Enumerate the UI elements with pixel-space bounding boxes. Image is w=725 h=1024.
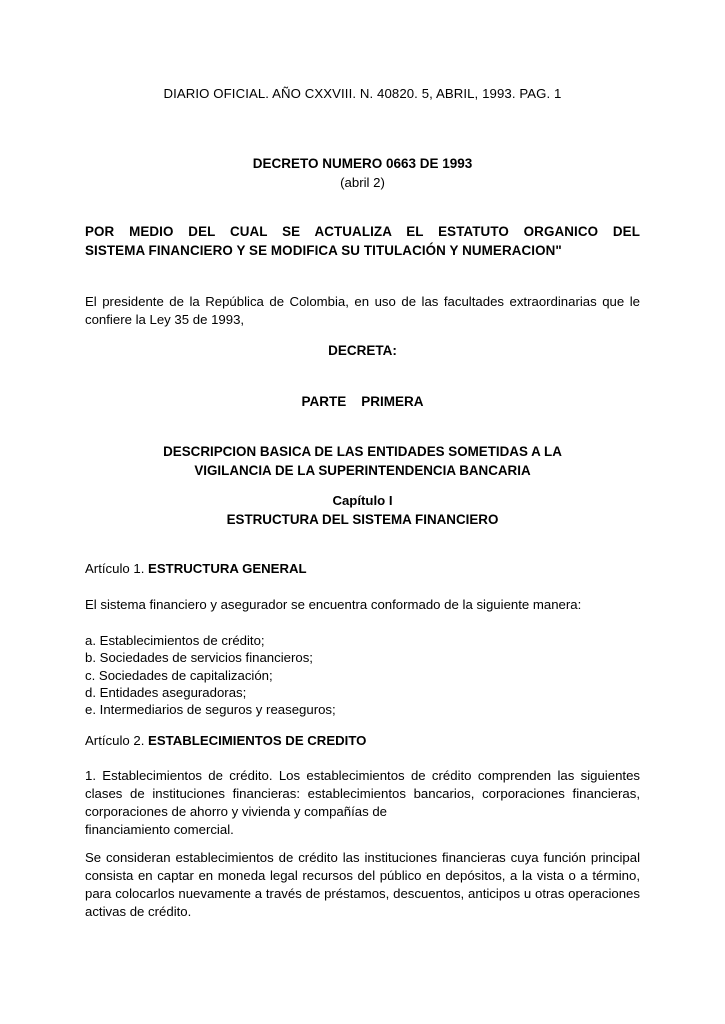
article-1-title: ESTRUCTURA GENERAL bbox=[148, 561, 307, 576]
article-1-heading bbox=[85, 560, 640, 578]
article-2-heading bbox=[85, 732, 640, 750]
decree-date: (abril 2) bbox=[340, 175, 385, 190]
chapter-label: Capítulo I bbox=[332, 493, 393, 508]
act-title-line-2: SISTEMA FINANCIERO Y SE MODIFICA SU TITULACIÓN Y NUMERACION" bbox=[85, 243, 562, 258]
preamble-paragraph: El presidente de la República de Colombia, en uso de las facultades extraordinarias que le confiere la Ley 35 de 1993, bbox=[85, 294, 640, 327]
decree-number-heading: DECRETO NUMERO 0663 DE 1993 bbox=[252, 156, 473, 171]
decreta-heading: DECRETA: bbox=[328, 343, 397, 358]
chapter-title: ESTRUCTURA DEL SISTEMA FINANCIERO bbox=[226, 512, 499, 527]
list-item: b. Sociedades de servicios financieros; bbox=[85, 650, 313, 666]
running-head: DIARIO OFICIAL. AÑO CXXVIII. N. 40820. 5, ABRIL, 1993. PAG. 1 bbox=[163, 86, 562, 101]
part-label: PARTE PRIMERA bbox=[301, 394, 424, 409]
list-item: d. Entidades aseguradoras; bbox=[85, 684, 247, 700]
part-heading-line-1: DESCRIPCION BASICA DE LAS ENTIDADES SOMETIDAS A LA bbox=[163, 444, 562, 459]
article-1-label: Artículo 1. bbox=[85, 561, 145, 576]
list-item: e. Intermediarios de seguros y reaseguros; bbox=[85, 702, 336, 718]
article-1-item-list bbox=[85, 632, 640, 718]
list-item: c. Sociedades de capitalización; bbox=[85, 667, 273, 683]
article-1-intro: El sistema financiero y asegurador se encuentra conformado de la siguiente manera: bbox=[85, 597, 582, 612]
part-heading-line-2: VIGILANCIA DE LA SUPERINTENDENCIA BANCARIA bbox=[194, 463, 531, 478]
article-2-paragraph-2: Se consideran establecimientos de crédito las instituciones financieras cuya función principal consista en captar en moneda legal recursos del público en depósitos, a la vista o a término, para colocarlos nuevamente a través de préstamos, descuentos, anticipos u otras operaciones activas de crédito. bbox=[85, 850, 640, 919]
article-2-paragraph-1-tail: financiamiento comercial. bbox=[85, 822, 234, 837]
act-title bbox=[85, 222, 640, 260]
article-2-paragraph-1 bbox=[85, 767, 640, 839]
article-2-paragraph-1-body: 1. Establecimientos de crédito. Los establecimientos de crédito comprenden las siguientes clases de instituciones financieras: establecimientos bancarios, corporaciones financieras, corporaciones de ahorro y vivienda y compañías de bbox=[85, 768, 640, 819]
article-2-label: Artículo 2. bbox=[85, 733, 145, 748]
article-2-title: ESTABLECIMIENTOS DE CREDITO bbox=[148, 733, 367, 748]
list-item: a. Establecimientos de crédito; bbox=[85, 633, 265, 648]
part-heading bbox=[85, 442, 640, 480]
act-title-line-1: POR MEDIO DEL CUAL SE ACTUALIZA EL ESTATUTO ORGANICO DEL bbox=[85, 224, 640, 239]
